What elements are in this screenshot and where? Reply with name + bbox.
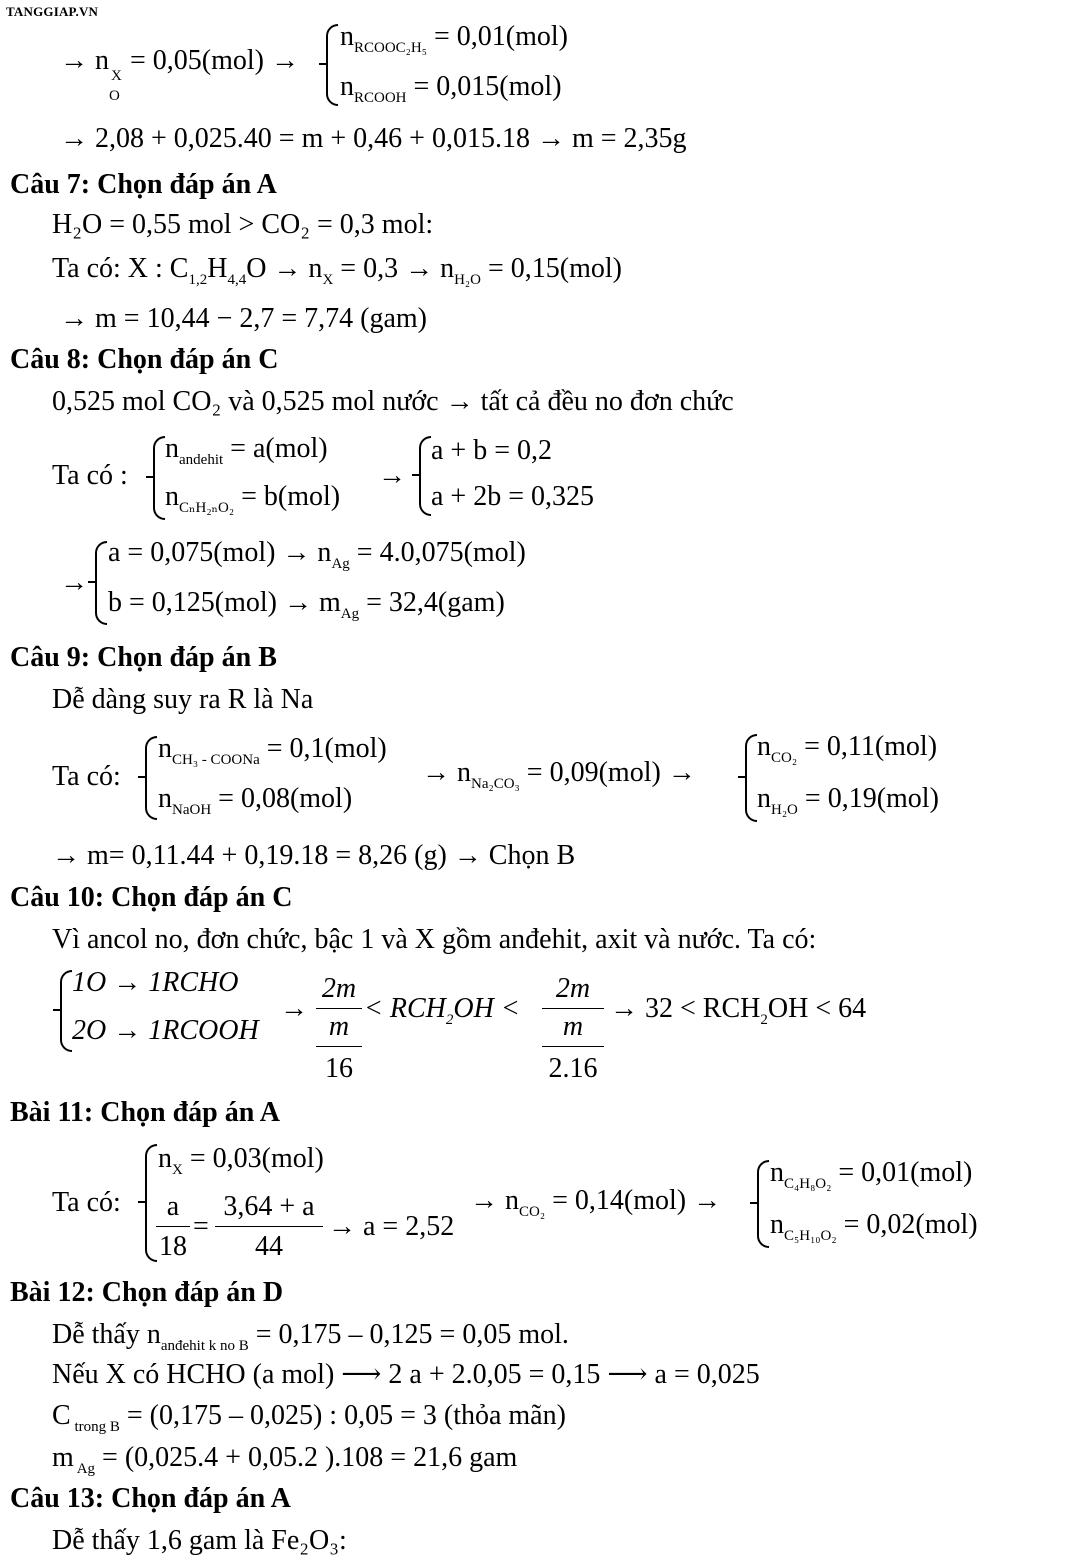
q8-taco: Ta có :	[52, 460, 128, 491]
q8-sys1-b: $n_{C_nH_{2n}O_2} = b(mol)$	[165, 481, 341, 516]
q11-fa-den: 18	[159, 1231, 187, 1262]
q9-line1: Dễ dàng suy ra R là Na	[52, 684, 314, 715]
q11-sys1-a: $n_X = 0,03(mol)$	[158, 1143, 324, 1178]
q12-title: Bài 12: Chọn đáp án D	[10, 1277, 284, 1308]
q10-frac1-mid: m	[328, 1011, 350, 1042]
q8-title: Câu 8: Chọn đáp án C	[10, 344, 279, 375]
q9-brace2	[745, 734, 757, 822]
q10-frac1-bar	[316, 1008, 362, 1009]
q11-fa-num: a	[166, 1191, 180, 1222]
q11-fb-bar	[215, 1226, 323, 1227]
q11-fb-den: 44	[255, 1231, 283, 1262]
q11-title: Bài 11: Chọn đáp án A	[10, 1097, 280, 1128]
q10-title: Câu 10: Chọn đáp án C	[10, 882, 293, 913]
q11-sys2-b: $n_{C_5H_{10}O_2} = 0,02(mol)$	[770, 1209, 978, 1244]
q9-sys1-b: $n_{NaOH} = 0,08(mol)$	[158, 783, 353, 818]
q6-brace	[326, 24, 338, 106]
q6-sys-a: $n_{RCOOC_2H_5} = 0,01(mol)$	[340, 21, 568, 56]
q11-mid: → $n_{CO_2} = 0,14(mol)$ →	[470, 1185, 722, 1220]
q8-sys1-a: $n_{andehit} = a(mol)$	[165, 433, 328, 468]
q11-brace2	[757, 1160, 769, 1248]
q8-sys2-b: a + 2b = 0,325	[431, 481, 595, 512]
q6-line1: → n X O = 0,05(mol) →	[60, 45, 299, 104]
q6-line2: → 2,08 + 0,025.40 = m + 0,46 + 0,015.18 → m = 2,35g	[60, 123, 687, 154]
q9-title: Câu 9: Chọn đáp án B	[10, 642, 277, 673]
q11-fb-num: 3,64 + a	[223, 1191, 315, 1222]
q11-sys2-a: $n_{C_4H_8O_2} = 0,01(mol)$	[770, 1157, 973, 1192]
q8-arrow: →	[378, 460, 406, 491]
q9-taco: Ta có:	[52, 761, 121, 792]
q10-sys-a: 1O → 1RCHO	[72, 967, 239, 998]
q9-mid: → $n_{Na_2CO_3} = 0,09(mol)$ →	[422, 757, 696, 792]
q11-after: → a = 2,52	[328, 1211, 455, 1242]
q8-line1: 0,525 mol CO₂ và 0,525 mol nước → tất cả đều no đơn chức	[52, 386, 734, 417]
q12-line1: Dễ thấy $n_{anđehit k no B} = 0,175 - 0,125 = 0,05$ mol.	[52, 1319, 569, 1354]
q6-sys-b: $n_{RCOOH} = 0,015(mol)$	[340, 71, 562, 106]
q10-tail: → $32 < RCH_2OH < 64$	[610, 993, 867, 1028]
q8-brace1	[153, 436, 165, 520]
q10-arrow: →	[280, 993, 308, 1024]
q10-frac2-bar	[542, 1008, 604, 1009]
q9-sys2-b: $n_{H_2O} = 0,19(mol)$	[757, 783, 939, 818]
q11-taco: Ta có:	[52, 1187, 121, 1218]
q10-frac1-bar2	[316, 1046, 362, 1047]
q13-title: Câu 13: Chọn đáp án A	[10, 1483, 291, 1514]
q10-sys-b: 2O → 1RCOOH	[72, 1015, 259, 1046]
q11-fa-bar	[156, 1226, 190, 1227]
q7-line3: → m = 10,44 − 2,7 = 7,74 (gam)	[60, 303, 428, 334]
q10-brace	[60, 970, 72, 1052]
q13-line1: Dễ thấy 1,6 gam là Fe₂O₃:	[52, 1525, 347, 1556]
q12-line4: m $_{Ag}$ = (0,025.4 + 0,05.2 ).108 = 21,6 gam	[52, 1442, 518, 1477]
q12-line2: Nếu X có HCHO (a mol) ⟶ 2 a + 2.0,05 = 0,15 ⟶ a = 0,025	[52, 1359, 760, 1390]
q8-arrow2: →	[60, 567, 88, 598]
q10-frac2-den: 2.16	[548, 1053, 598, 1084]
q9-sys2-a: $n_{CO_2} = 0,11(mol)$	[757, 731, 938, 766]
q7-line1: H₂O = 0,55 mol > CO₂ = 0,3 mol:	[52, 209, 434, 240]
q11-eq: =	[193, 1211, 209, 1242]
q10-frac1-num: 2m	[321, 973, 357, 1004]
q9-brace1	[145, 736, 157, 820]
q7-title: Câu 7: Chọn đáp án A	[10, 169, 277, 200]
q8-sys3-b: $b = 0,125(mol) \to m_{Ag} = 32,4(gam)$	[108, 587, 505, 622]
q9-sys1-a: $n_{CH_3 - COONa} = 0,1(mol)$	[158, 733, 387, 768]
q8-brace3	[95, 541, 107, 625]
q12-line3: C $_{trong B}$ = (0,175 – 0,025) : 0,05 = 3 (thỏa mãn)	[52, 1400, 566, 1435]
q8-sys3-a: $a = 0,075(mol) \to n_{Ag} = 4.0,075(mol)$	[108, 537, 526, 572]
q8-brace2	[419, 436, 431, 516]
q8-sys2-a: a + b = 0,2	[431, 435, 553, 466]
q10-line1: Vì ancol no, đơn chức, bậc 1 và X gồm anđehit, axit và nước. Ta có:	[52, 924, 817, 955]
q10-frac1-den: 16	[325, 1053, 353, 1084]
q9-line3: → m= 0,11.44 + 0,19.18 = 8,26 (g) → Chọn B	[52, 840, 576, 871]
q10-ineq1: < $RCH_2OH$ <	[364, 993, 520, 1028]
q10-frac2-mid: m	[562, 1011, 584, 1042]
q7-line2: Ta có: X : $C_{1,2}H_{4,4}O \to n_X = 0,3 \to n_{H_2O} = 0,15(mol)$	[52, 253, 622, 288]
q10-frac2-bar2	[542, 1046, 604, 1047]
q10-frac2-num: 2m	[555, 973, 591, 1004]
watermark: TANGGIAP.VN	[6, 4, 99, 19]
